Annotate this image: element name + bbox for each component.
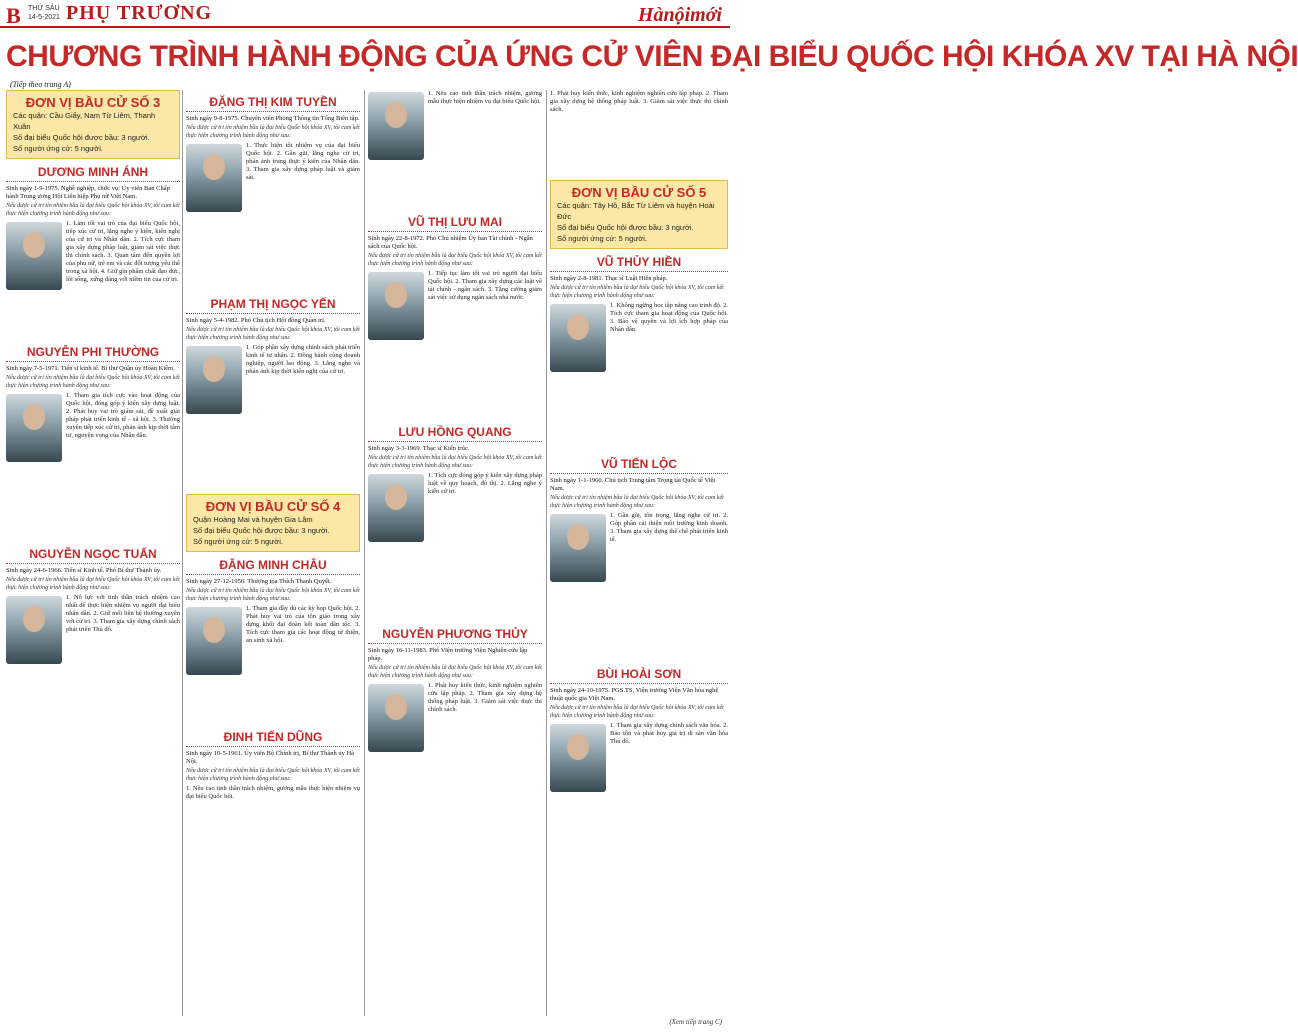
candidate-photo <box>186 607 242 675</box>
section-title: PHỤ TRƯƠNG <box>66 2 213 24</box>
column-divider <box>364 90 365 1016</box>
candidate: NGUYỄN PHƯƠNG THỦY Sinh ngày 16-11-1983. Phó Viện trưởng Viện Nghiên cứu lập pháp. Nếu được cử tri tín nhiệm bầu là đại biểu Quốc hội khóa XV, tôi cam kết thực hiện chương trình hành động như sau: 1. Phát huy kiến thức, kinh nghiệm nghiên cứu lập pháp. 2. Tham gia xây dựng hệ thống pháp luật. 3. Giám sát việc thực thi chính sách. <box>368 627 542 832</box>
candidate-photo <box>368 92 424 160</box>
page-letter: B <box>6 3 21 28</box>
column-1 <box>6 90 180 1016</box>
page-headline: CHƯƠNG TRÌNH HÀNH ĐỘNG CỦA ỨNG CỬ VIÊN ĐẠI BIỂU QUỐC HỘI KHÓA XV TẠI HÀ NỘI <box>6 40 1298 73</box>
candidate: NGUYỄN NGỌC TUẤN Sinh ngày 24-6-1966. Tiến sĩ Kinh tế. Phó Bí thư Thành ủy. Nếu được cử tri tín nhiệm bầu là đại biểu Quốc hội khóa XV, tôi cam kết thực hiện chương trình hành động như sau: 1. Nỗ lực với tinh thần trách nhiệm cao nhất để thực hiện nhiệm vụ người đại biểu nhân dân. 2. Giữ mối liên hệ thường xuyên với cử tri. 3. Tham gia xây dựng chính sách phát triển Thủ đô. <box>6 547 180 744</box>
candidate: PHẠM THỊ NGỌC YẾN Sinh ngày 5-4-1982. Phó Chủ tịch Hội đồng Quản trị. Nếu được cử tri tín nhiệm bầu là đại biểu Quốc hội khóa XV, tôi cam kết thực hiện chương trình hành động như sau: 1. Góp phần xây dựng chính sách phát triển kinh tế tư nhân. 2. Đồng hành cùng doanh nghiệp, người lao động. 3. Lắng nghe và phản ánh kịp thời kiến nghị của cử tri. <box>186 297 360 494</box>
candidate: VŨ THỊ LƯU MAI Sinh ngày 22-8-1972. Phó Chủ nhiệm Ủy ban Tài chính - Ngân sách của Quốc hội. Nếu được cử tri tín nhiệm bầu là đại biểu Quốc hội khóa XV, tôi cam kết thực hiện chương trình hành động như sau: 1. Tiếp tục làm tốt vai trò người đại biểu Quốc hội. 2. Tham gia xây dựng các luật về tài chính - ngân sách. 3. Tăng cường giám sát việc sử dụng ngân sách nhà nước. <box>368 215 542 420</box>
candidate-photo <box>550 724 606 792</box>
candidate: BÙI HOÀI SƠN Sinh ngày 24-10-1975. PGS.TS, Viện trưởng Viện Văn hóa nghệ thuật quốc gia Việt Nam. Nếu được cử tri tín nhiệm bầu là đại biểu Quốc hội khóa XV, tôi cam kết thực hiện chương trình hành động như sau: 1. Tham gia xây dựng chính sách văn hóa. 2. Bảo tồn và phát huy giá trị di sản văn hóa Thủ đô. <box>550 667 728 812</box>
candidate-photo <box>368 474 424 542</box>
unit-box-3: ĐƠN VỊ BẦU CỬ SỐ 3 Các quận: Cầu Giấy, Nam Từ Liêm, Thanh Xuân Số đại biểu Quốc hội được bầu: 3 người. Số người ứng cử: 5 người. <box>6 90 180 159</box>
candidate: VŨ THỦY HIỀN Sinh ngày 2-8-1981. Thạc sĩ Luật Hiến pháp. Nếu được cử tri tín nhiệm bầu là đại biểu Quốc hội khóa XV, tôi cam kết thực hiện chương trình hành động như sau: 1. Không ngừng học tập nâng cao trình độ. 2. Tích cực tham gia hoạt động của Quốc hội. 3. Bảo vệ quyền và lợi ích hợp pháp của Nhân dân. <box>550 255 728 452</box>
candidate-photo <box>368 272 424 340</box>
candidate-photo <box>186 346 242 414</box>
candidate-photo <box>550 514 606 582</box>
candidate-photo <box>6 596 62 664</box>
candidate-photo <box>550 304 606 372</box>
column-3 <box>368 90 542 1016</box>
candidate: NGUYỄN PHI THƯỜNG Sinh ngày 7-5-1971. Tiến sĩ kinh tế. Bí thư Quận ủy Hoàn Kiếm. Nếu được cử tri tín nhiệm bầu là đại biểu Quốc hội khóa XV, tôi cam kết thực hiện chương trình hành động như sau: 1. Tham gia tích cực vào hoạt động của Quốc hội, đóng góp ý kiến xây dựng luật. 2. Phát huy vai trò giám sát, đề xuất giải pháp phát triển kinh tế - xã hội. 3. Thường xuyên tiếp xúc cử tri, phản ánh kịp thời tâm tư, nguyện vọng của Nhân dân. <box>6 345 180 542</box>
candidate: 1. Nêu cao tinh thần trách nhiệm, gương mẫu thực hiện nhiệm vụ đại biểu Quốc hội. <box>368 90 542 210</box>
unit-box-5: ĐƠN VỊ BẦU CỬ SỐ 5 Các quận: Tây Hồ, Bắc Từ Liêm và huyện Hoài Đức Số đại biểu Quốc hội được bầu: 3 người. Số người ứng cử: 5 người. <box>550 180 728 249</box>
column-divider <box>546 90 547 1016</box>
candidate: ĐẶNG MINH CHÂU Sinh ngày 27-12-1956. Thượng tọa Thích Thanh Quyết. Nếu được cử tri tín nhiệm bầu là đại biểu Quốc hội khóa XV, tôi cam kết thực hiện chương trình hành động như sau: 1. Tham gia đầy đủ các kỳ họp Quốc hội. 2. Phát huy vai trò của tôn giáo trong xây dựng khối đại đoàn kết toàn dân tộc. 3. Tích cực tham gia các hoạt động từ thiện, an sinh xã hội. <box>186 558 360 725</box>
continued-note: (Xem tiếp trang C) <box>669 1018 722 1026</box>
brand-logo: Hànộimới <box>637 4 722 26</box>
column-4 <box>550 90 728 1016</box>
candidate: ĐẶNG THỊ KIM TUYỀN Sinh ngày 9-8-1975. Chuyên viên Phòng Thông tin Tổng Biên tập. Nếu được cử tri tín nhiệm bầu là đại biểu Quốc hội khóa XV, tôi cam kết thực hiện chương trình hành động như sau: 1. Thực hiện tốt nhiệm vụ của đại biểu Quốc hội. 2. Gần gũi, lắng nghe cử tri, phản ánh trung thực ý kiến của Nhân dân. 3. Tham gia xây dựng pháp luật và giám sát. <box>186 95 360 292</box>
column-2 <box>186 90 360 1016</box>
continued-from: (Tiếp theo trang A) <box>10 80 71 89</box>
unit-box-4: ĐƠN VỊ BẦU CỬ SỐ 4 Quận Hoàng Mai và huyện Gia Lâm Số đại biểu Quốc hội được bầu: 3 người. Số người ứng cử: 5 người. <box>186 494 360 552</box>
candidate: LƯU HỒNG QUANG Sinh ngày 3-3-1969. Thạc sĩ Kiến trúc. Nếu được cử tri tín nhiệm bầu là đại biểu Quốc hội khóa XV, tôi cam kết thực hiện chương trình hành động như sau: 1. Tích cực đóng góp ý kiến xây dựng pháp luật về quy hoạch, đô thị. 2. Lắng nghe ý kiến cử tri. <box>368 425 542 622</box>
candidate-photo <box>6 394 62 462</box>
candidate-photo <box>6 222 62 290</box>
column-divider <box>182 90 183 1016</box>
candidate-photo <box>186 144 242 212</box>
masthead <box>0 0 730 28</box>
issue-date: THỨ SÁU 14-5-2021 <box>28 5 60 21</box>
candidate-photo <box>368 684 424 752</box>
continued-text: 1. Phát huy kiến thức, kinh nghiệm nghiên cứu lập pháp. 2. Tham gia xây dựng hệ thống pháp luật. 3. Giám sát việc thực thi chính sách. <box>550 90 728 113</box>
candidate: VŨ TIẾN LỘC Sinh ngày 1-1-1960. Chủ tịch Trung tâm Trọng tài Quốc tế Việt Nam. Nếu được cử tri tín nhiệm bầu là đại biểu Quốc hội khóa XV, tôi cam kết thực hiện chương trình hành động như sau: 1. Gần gũi, tôn trọng, lắng nghe cử tri. 2. Góp phần cải thiện môi trường kinh doanh. 3. Tham gia xây dựng thể chế phát triển kinh tế. <box>550 457 728 662</box>
candidate: DƯƠNG MINH ÁNH Sinh ngày 1-9-1975. Nghề nghiệp, chức vụ: Ủy viên Ban Chấp hành Trung ương Hội Liên hiệp Phụ nữ Việt Nam. Nếu được cử tri tín nhiệm bầu là đại biểu Quốc hội khóa XV, tôi cam kết thực hiện chương trình hành động như sau: 1. Làm tốt vai trò của đại biểu Quốc hội, tiếp xúc cử tri, lắng nghe ý kiến, kiến nghị của cử tri và Nhân dân. 2. Tích cực tham gia xây dựng pháp luật, giám sát việc thực thi chính sách. 3. Quan tâm đến quyền lợi của phụ nữ, trẻ em và các đối tượng yếu thế trong xã hội. 4. Giữ gìn phẩm chất đạo đức, lối sống, xứng đáng với niềm tin của cử tri. <box>6 165 180 340</box>
candidate: ĐINH TIẾN DŨNG Sinh ngày 10-5-1961. Ủy viên Bộ Chính trị, Bí thư Thành ủy Hà Nội. Nếu được cử tri tín nhiệm bầu là đại biểu Quốc hội khóa XV, tôi cam kết thực hiện chương trình hành động như sau: 1. Nêu cao tinh thần trách nhiệm, gương mẫu thực hiện nhiệm vụ đại biểu Quốc hội. <box>186 730 360 800</box>
